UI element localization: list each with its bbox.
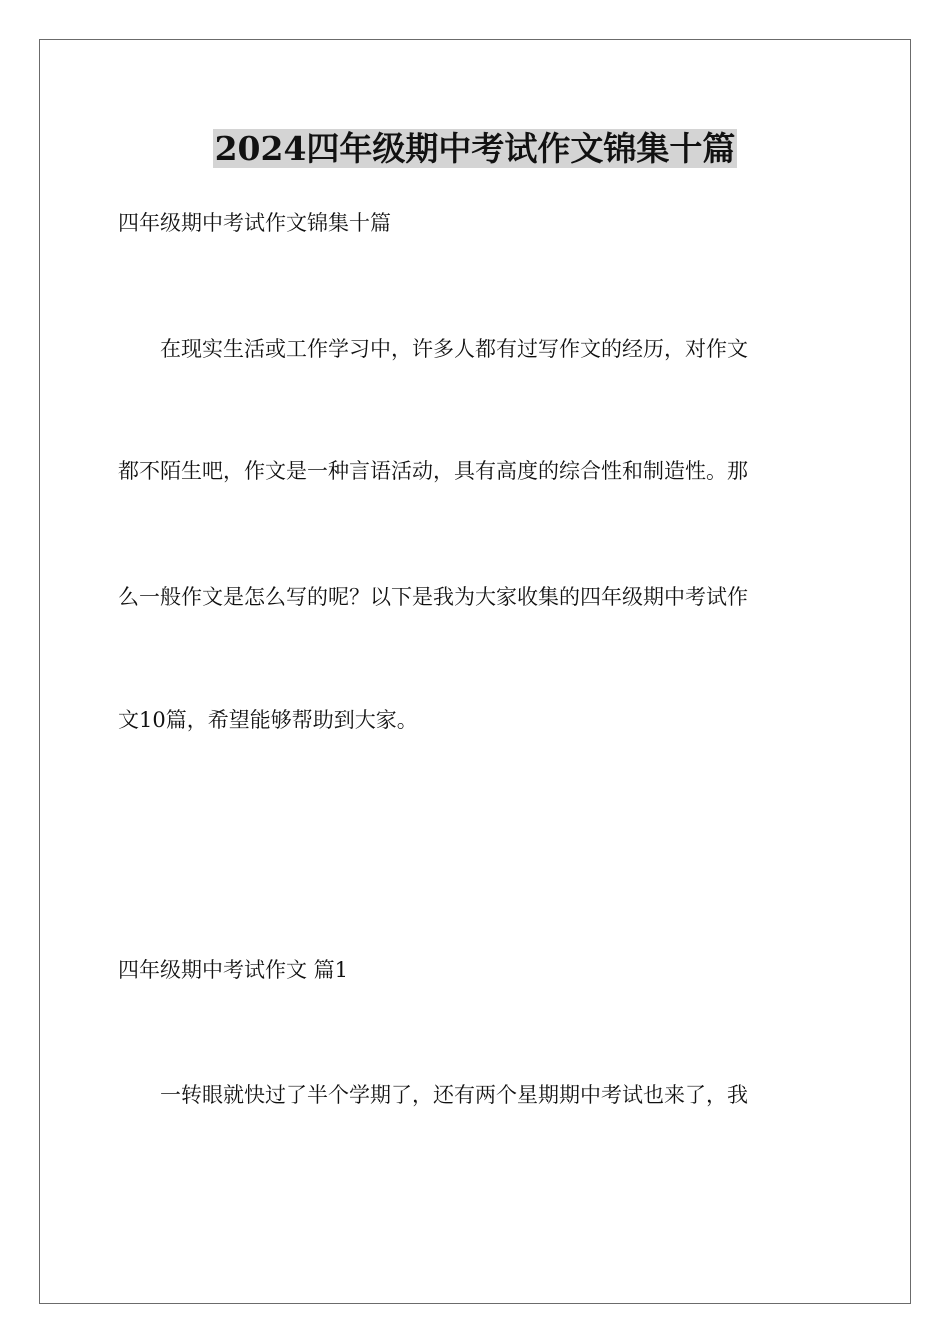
document-title — [0, 128, 950, 170]
section-heading: 四年级期中考试作文 篇1 — [118, 958, 349, 982]
intro-paragraph-line: 都不陌生吧，作文是一种言语活动，具有高度的综合性和制造性。那 — [118, 459, 748, 483]
section-paragraph-line: 一转眼就快过了半个学期了，还有两个星期期中考试也来了，我 — [160, 1083, 748, 1107]
intro-paragraph-line: 在现实生活或工作学习中，许多人都有过写作文的经历，对作文 — [160, 337, 748, 361]
document-subtitle: 四年级期中考试作文锦集十篇 — [118, 211, 391, 235]
document-title-text: 2024四年级期中考试作文锦集十篇 — [214, 129, 736, 168]
intro-paragraph-line: 么一般作文是怎么写的呢？以下是我为大家收集的四年级期中考试作 — [118, 585, 748, 609]
intro-paragraph-line: 文10篇，希望能够帮助到大家。 — [118, 708, 418, 732]
